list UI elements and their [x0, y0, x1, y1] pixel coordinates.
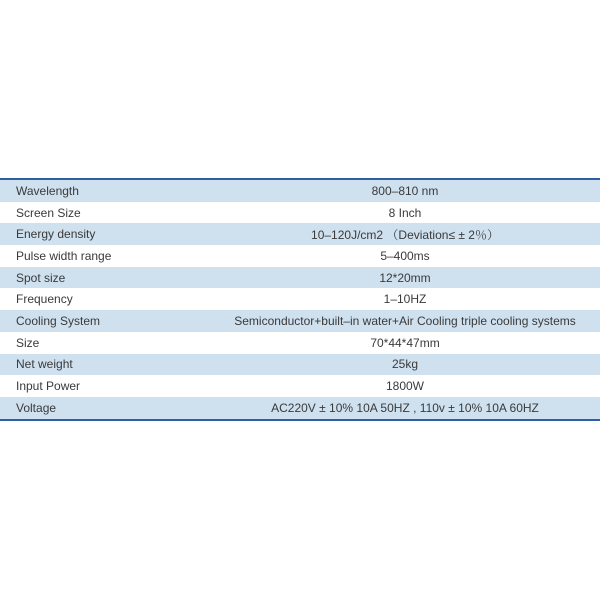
spec-label: Size [16, 335, 40, 350]
table-row [0, 202, 600, 224]
spec-label: Screen Size [16, 205, 81, 220]
spec-label: Input Power [16, 379, 81, 394]
spec-value: 5–400ms [380, 248, 430, 263]
spec-value: 10–120J/cm2 （Deviation≤ ± 2％） [311, 227, 499, 242]
table-row [0, 288, 600, 310]
table-row [0, 375, 600, 397]
spec-value: AC220V ± 10% 10A 50HZ , 110v ± 10% 10A 60HZ [271, 400, 539, 415]
spec-value: Semiconductor+built–in water+Air Cooling triple cooling systems [234, 313, 576, 328]
spec-value: 1800W [385, 379, 425, 394]
spec-value: 800–810 nm [371, 183, 439, 198]
spec-label: Energy density [16, 227, 96, 242]
table-row [0, 397, 600, 419]
spec-label: Spot size [16, 270, 66, 285]
spec-value: 12*20mm [379, 270, 431, 285]
spec-label: Frequency [16, 292, 73, 307]
table-row [0, 180, 600, 202]
spec-value: 1–10HZ [383, 292, 427, 307]
table-row [0, 332, 600, 354]
table-row [0, 310, 600, 332]
spec-label: Wavelength [16, 183, 79, 198]
table-row [0, 245, 600, 267]
spec-label: Voltage [16, 400, 57, 415]
spec-table [0, 178, 600, 421]
spec-label: Pulse width range [16, 248, 112, 263]
table-row [0, 223, 600, 245]
table-row [0, 354, 600, 376]
spec-label: Net weight [16, 357, 73, 372]
spec-value: 8 Inch [388, 205, 422, 220]
spec-value: 70*44*47mm [370, 335, 440, 350]
table-row [0, 267, 600, 289]
spec-label: Cooling System [16, 313, 101, 328]
spec-value: 25kg [391, 357, 419, 372]
